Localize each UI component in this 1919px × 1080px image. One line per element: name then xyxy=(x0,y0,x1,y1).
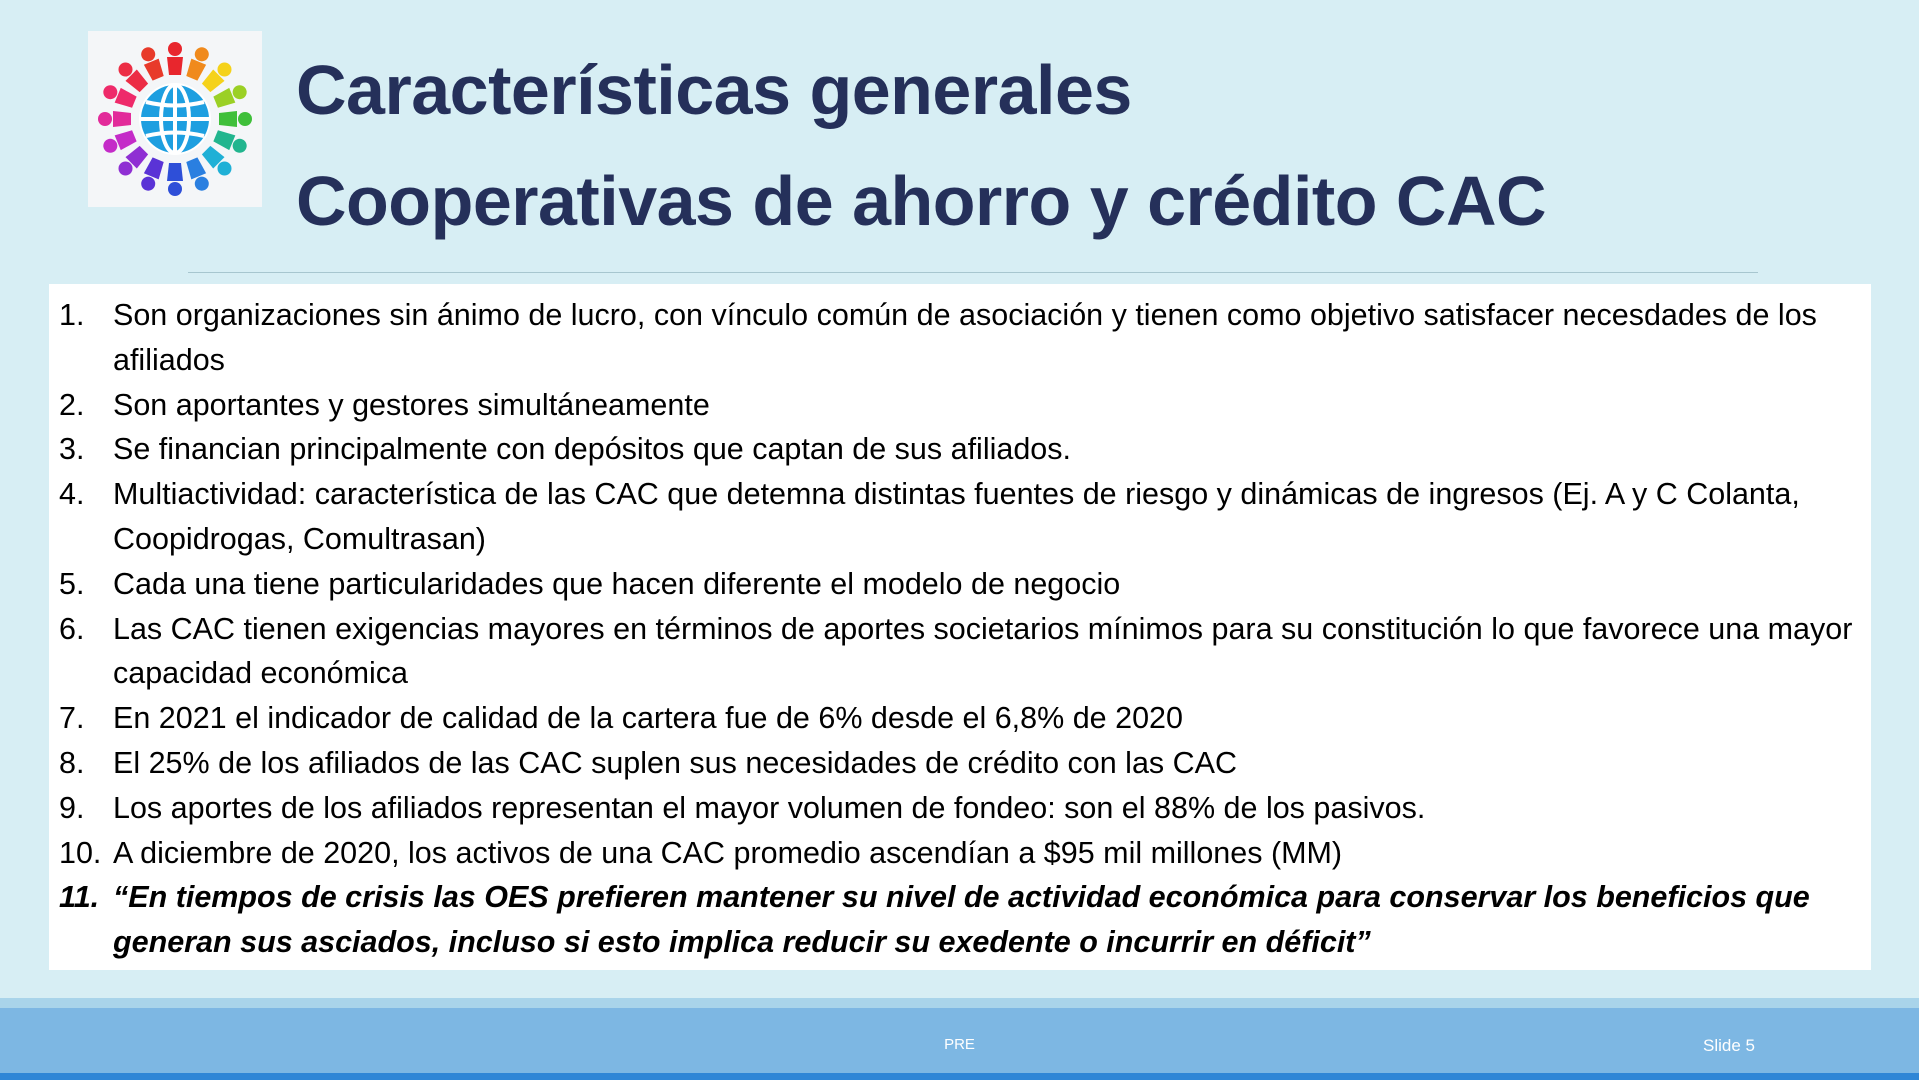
list-item-text: Se financian principalmente con depósitos que captan de sus afiliados. xyxy=(113,432,1071,467)
list-item-text: “En tiempos de crisis las OES prefieren mantener su nivel de actividad económica para conservar los beneficios que generan sus asciados, incluso si esto implica reducir su exedente o incurrir en déficit” xyxy=(113,880,1810,960)
list-item xyxy=(59,427,1861,472)
slide-number: Slide 5 xyxy=(1703,1036,1755,1055)
list-item xyxy=(59,786,1861,831)
footer-top-strip xyxy=(0,998,1919,1008)
globe-people-logo-icon xyxy=(88,31,262,207)
list-item-text: Cada una tiene particularidades que hacen diferente el modelo de negocio xyxy=(113,566,1121,601)
list-item-text: A diciembre de 2020, los activos de una CAC promedio ascendían a $95 mil millones (MM) xyxy=(113,835,1343,870)
footer-bottom-strip xyxy=(0,1073,1919,1080)
list-item xyxy=(59,607,1861,697)
list-item-number: 8. xyxy=(59,745,85,780)
list-item-text: Son aportantes y gestores simultáneamente xyxy=(113,387,710,422)
list-item xyxy=(59,383,1861,428)
list-item-text: El 25% de los afiliados de las CAC suplen sus necesidades de crédito con las CAC xyxy=(113,745,1238,780)
list-item xyxy=(59,562,1861,607)
list-item-number: 3. xyxy=(59,432,85,467)
list-item-text: Los aportes de los afiliados representan el mayor volumen de fondeo: son el 88% de los pasivos. xyxy=(113,790,1426,825)
content-box xyxy=(49,284,1871,970)
list-item-number: 6. xyxy=(59,611,85,646)
list-item xyxy=(59,831,1861,876)
footer-center-text: PRE xyxy=(944,1036,975,1053)
list-item-text: Multiactividad: característica de las CAC que detemna distintas fuentes de riesgo y dinámicas de ingresos (Ej. A y C Colanta, Coopidrogas, Comultrasan) xyxy=(113,477,1800,556)
list-item xyxy=(59,472,1861,562)
list-item-number: 7. xyxy=(59,701,85,736)
list-item-number: 2. xyxy=(59,387,85,422)
list-item xyxy=(59,293,1861,383)
list-item-number: 4. xyxy=(59,477,85,512)
list-item-number: 5. xyxy=(59,566,85,601)
list-item-text: Son organizaciones sin ánimo de lucro, con vínculo común de asociación y tienen como objetivo satisfacer necesdades de los afiliados xyxy=(113,298,1817,377)
list-item xyxy=(59,741,1861,786)
list-item-text: Las CAC tienen exigencias mayores en términos de aportes societarios mínimos para su constitución lo que favorece una mayor capacidad económica xyxy=(113,611,1853,691)
list-item xyxy=(59,696,1861,741)
title-line-2: Cooperativas de ahorro y crédito CAC xyxy=(296,162,1547,240)
list-item-number: 1. xyxy=(59,298,85,332)
list-item-quote xyxy=(59,875,1861,965)
list-item-text: En 2021 el indicador de calidad de la cartera fue de 6% desde el 6,8% de 2020 xyxy=(113,701,1183,736)
list-item-number: 9. xyxy=(59,790,85,825)
title-divider xyxy=(188,272,1758,273)
title-line-1: Características generales xyxy=(296,51,1132,129)
list-item-number: 10. xyxy=(59,835,102,870)
list-item-number: 11. xyxy=(59,880,100,915)
